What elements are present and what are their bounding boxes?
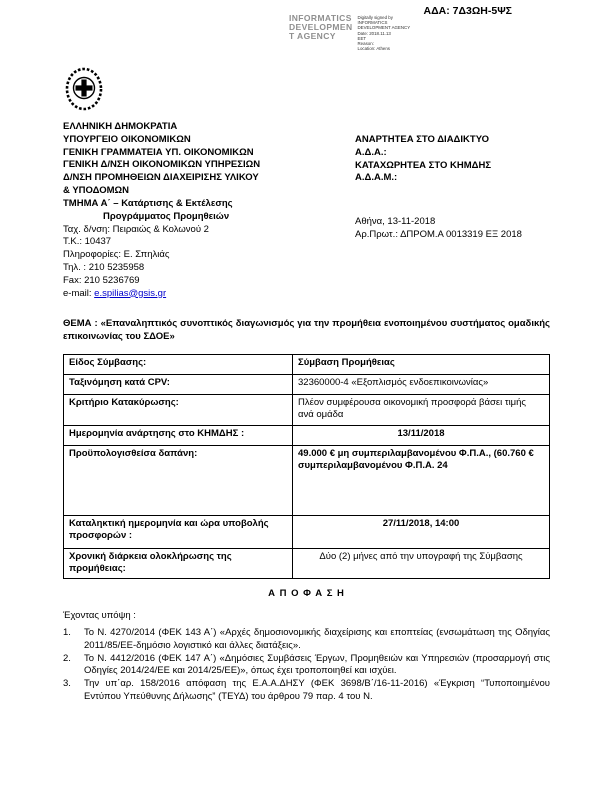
contact-person: Πληροφορίες: Ε. Σπηλιάς [63, 249, 170, 261]
table-row [64, 425, 550, 445]
city-date: Αθήνα, 13-11-2018 [355, 216, 436, 228]
org-line: ΕΛΛΗΝΙΚΗ ΔΗΜΟΚΡΑΤΙΑ [63, 121, 178, 132]
table-row [64, 374, 550, 394]
decision-heading: Α Π Ο Φ Α Σ Η [268, 588, 345, 600]
reference-block [355, 134, 560, 242]
list-item-number: 3. [63, 678, 71, 690]
list-item [63, 653, 550, 679]
table-row [64, 394, 550, 425]
subject-label: ΘΕΜΑ : [63, 318, 98, 329]
subject-line [63, 318, 550, 344]
legal-basis-list [63, 627, 550, 704]
protocol-number: Αρ.Πρωτ.: ΔΠΡΟΜ.Α 0013319 ΕΞ 2018 [355, 229, 522, 241]
row-label: Ημερομηνία ανάρτησης στο ΚΗΜΔΗΣ : [64, 425, 293, 445]
row-value: Δύο (2) μήνες από την υπογραφή της Σύμβασης [293, 548, 550, 579]
signature-detail-line: Reason: [357, 40, 374, 46]
org-line: & ΥΠΟΔΟΜΩΝ [63, 185, 130, 197]
signature-detail-line: Digitally signed by [357, 15, 393, 20]
list-item-text: Την υπ΄αρ. 158/2016 απόφαση της Ε.Α.Α.ΔΗΣΥ (ΦΕΚ 3698/Β΄/16-11-2016) «Έγκριση “Τυποποιημένου Εντύπου Υπεύθυνης Δήλωσης” (ΤΕΥΔ) του άρθρου 79 παρ. 4 του Ν. [84, 678, 550, 702]
row-label: Προϋπολογισθείσα δαπάνη: [64, 445, 293, 515]
org-line-indented: Προγράμματος Προμηθειών [103, 210, 230, 222]
row-label: Ταξινόμηση κατά CPV: [64, 374, 293, 394]
having-regard-intro: Έχοντας υπόψη : [63, 610, 136, 622]
table-row [64, 548, 550, 579]
sender-block [63, 121, 355, 300]
contact-address: Ταχ. δ/νση: Πειραιώς & Κολωνού 2 [63, 223, 209, 235]
row-value: 27/11/2018, 14:00 [293, 515, 550, 548]
agency-line: T AGENCY [289, 31, 336, 42]
org-line: Δ/ΝΣΗ ΠΡΟΜΗΘΕΙΩΝ ΔΙΑΧΕΙΡΙΣΗΣ ΥΛΙΚΟΥ [63, 172, 259, 184]
contact-postal-code: Τ.Κ.: 10437 [63, 236, 112, 248]
agency-line: DEVELOPMEN [289, 22, 353, 33]
subject-text: «Επαναληπτικός συνοπτικός διαγωνισμός για την προμήθεια ενοποιημένου συστήματος ομαδικής επικοινωνίας του ΣΔΟΕ» [63, 318, 550, 342]
ada-label: Α.Δ.Α.: [355, 146, 387, 158]
org-line: ΓΕΝΙΚΗ Δ/ΝΣΗ ΟΙΚΟΝΟΜΙΚΩΝ ΥΠΗΡΕΣΙΩΝ [63, 159, 261, 171]
signature-detail-line: INFORMATICS [357, 20, 388, 26]
row-value: 49.000 € μη συμπεριλαμβανομένου Φ.Π.Α., (60.760 € συμπεριλαμβανομένου Φ.Π.Α. 24 [293, 445, 550, 515]
row-label: Χρονική διάρκεια ολοκλήρωσης της προμήθειας: [64, 548, 293, 579]
agency-line: INFORMATICS [289, 13, 352, 23]
list-item-number: 2. [63, 652, 71, 664]
row-label: Καταληκτική ημερομηνία και ώρα υποβολής προσφορών : [64, 515, 293, 548]
org-line: ΥΠΟΥΡΓΕΙΟ ΟΙΚΟΝΟΜΙΚΩΝ [63, 133, 191, 145]
main-content [63, 318, 550, 704]
row-value: 32360000-4 «Εξοπλισμός ενδοεπικοινωνίας» [293, 374, 550, 394]
email-label: e-mail: [63, 287, 92, 299]
contact-email-line [63, 288, 355, 301]
contact-phone: Τηλ. : 210 5235958 [63, 261, 145, 273]
email-link[interactable]: e.spilias@gsis.gr [94, 287, 167, 299]
list-item-number: 1. [63, 626, 71, 638]
kimdis-notice: ΚΑΤΑΧΩΡΗΤΕΑ ΣΤΟ ΚΗΜΔΗΣ [355, 159, 492, 171]
signature-details [358, 14, 411, 51]
signature-agency-name [289, 14, 353, 51]
greek-national-emblem-icon [63, 64, 105, 117]
row-label: Είδος Σύμβασης: [64, 354, 293, 374]
row-value: Σύμβαση Προμήθειας [293, 354, 550, 374]
list-item-text: Το Ν. 4412/2016 (ΦΕΚ 147 Α΄) «Δημόσιες Συμβάσεις Έργων, Προμηθειών και Υπηρεσιών (προσαρμογή στις Οδηγίες 2014/24/ΕΕ και 2014/25/ΕΕ)», όπως έχει τροποποιηθεί και ισχύει. [84, 652, 550, 677]
ada-code: ΑΔΑ: 7Δ3ΩΗ-5ΨΣ [423, 5, 512, 17]
row-value: 13/11/2018 [293, 425, 550, 445]
signature-detail-line: EET [357, 35, 367, 41]
digital-signature-stamp [289, 14, 410, 51]
contract-summary-table [63, 354, 550, 580]
row-label: Κριτήριο Κατακύρωσης: [64, 394, 293, 425]
signature-detail-line: Location: Athens [357, 46, 390, 52]
table-row [64, 515, 550, 548]
adam-label: Α.Δ.Α.Μ.: [355, 172, 398, 184]
posting-notice: ΑΝΑΡΤΗΤΕΑ ΣΤΟ ΔΙΑΔΙΚΤΥΟ [355, 134, 490, 145]
row-value: Πλέον συμφέρουσα οικονομική προσφορά βάσει τιμής ανά ομάδα [293, 394, 550, 425]
list-item [63, 678, 550, 704]
list-item-text: Το Ν. 4270/2014 (ΦΕΚ 143 Α΄) «Αρχές δημοσιονομικής διαχείρισης και εποπτείας (ενσωμάτωση της Οδηγίας 2011/85/ΕΕ-δημόσιο λογιστικό και άλλες διατάξεις». [84, 626, 550, 651]
signature-detail-line: Date: 2018.11.13 [357, 30, 391, 36]
table-row [64, 445, 550, 515]
table-row [64, 354, 550, 374]
list-item [63, 627, 550, 653]
signature-detail-line: DEVELOPMENT AGENCY [357, 25, 411, 31]
org-line: ΤΜΗΜΑ Α΄ – Κατάρτισης & Εκτέλεσης [63, 197, 233, 209]
contact-fax: Fax: 210 5236769 [63, 274, 140, 286]
org-line: ΓΕΝΙΚΗ ΓΡΑΜΜΑΤΕΙΑ ΥΠ. ΟΙΚΟΝΟΜΙΚΩΝ [63, 146, 254, 158]
